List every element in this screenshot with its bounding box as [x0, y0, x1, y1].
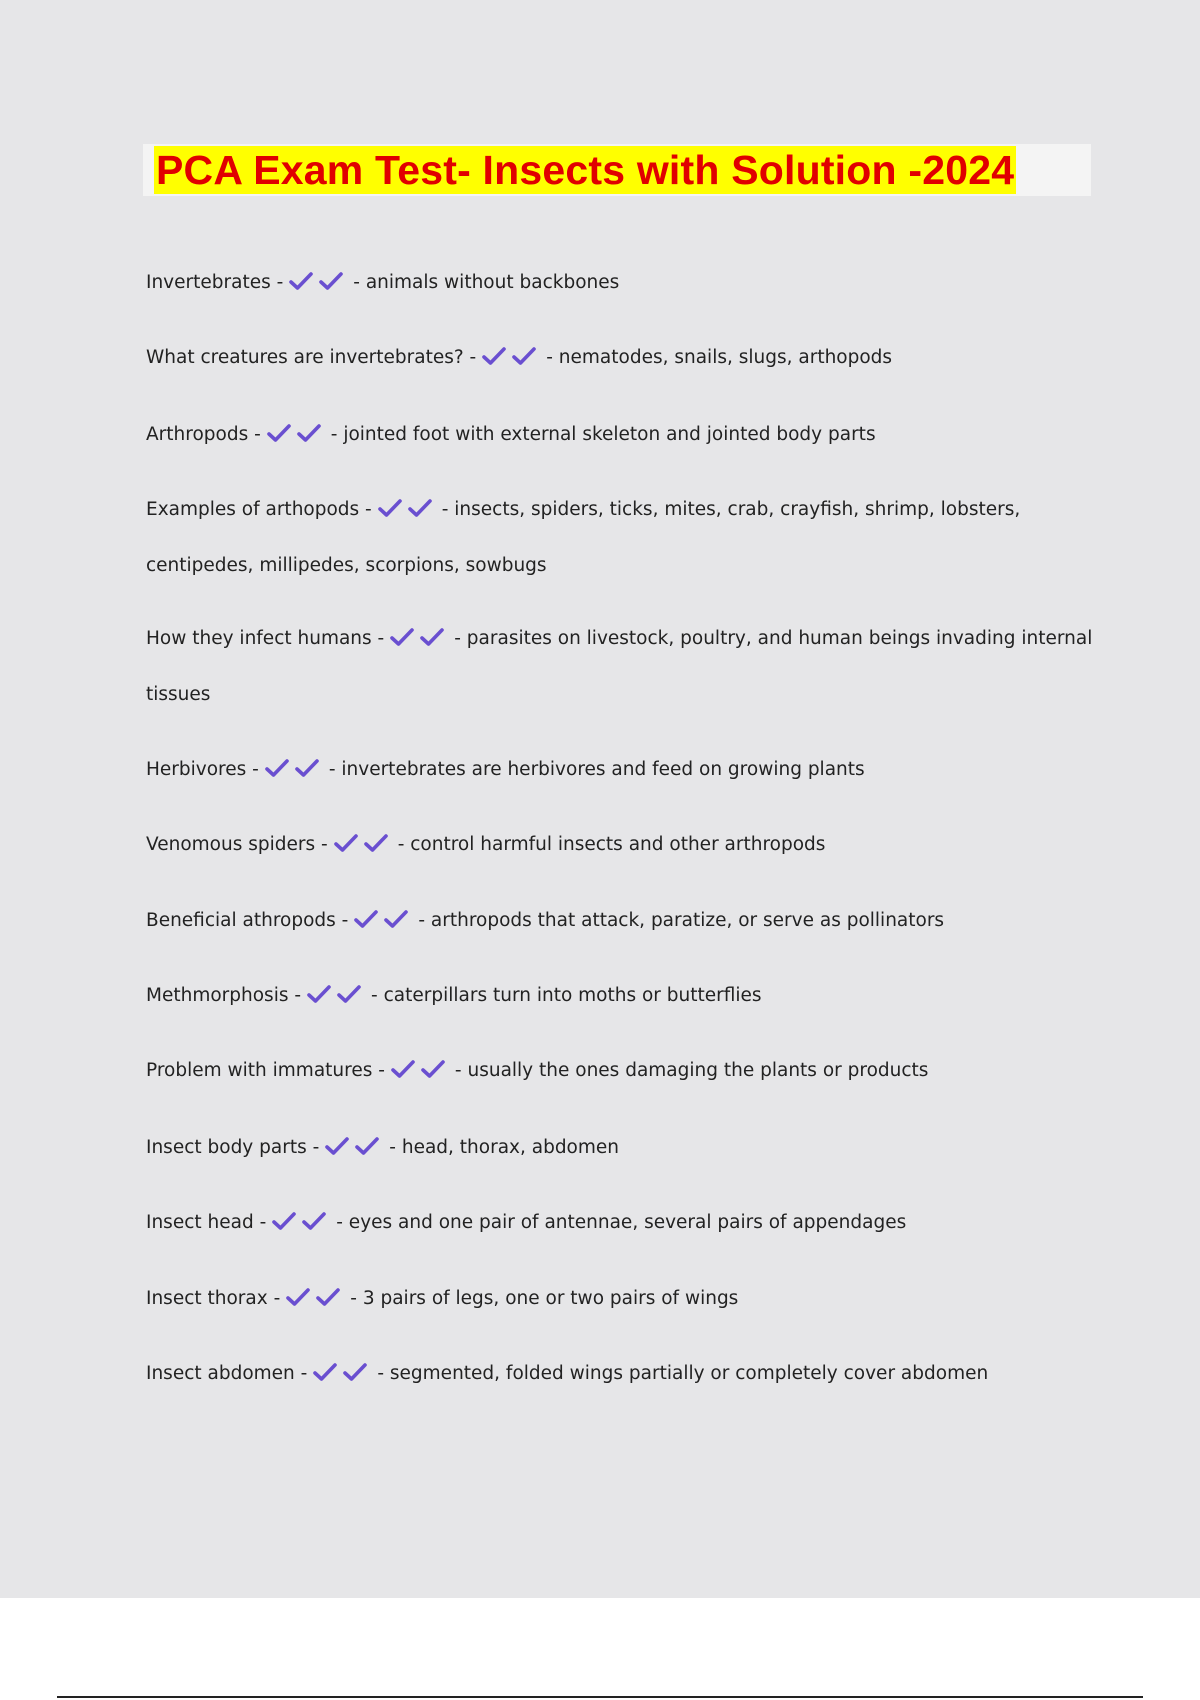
qa-item — [146, 482, 1096, 594]
qa-item — [146, 255, 1096, 311]
check-icon — [272, 1210, 296, 1232]
qa-term: Insect thorax - — [146, 1288, 281, 1309]
qa-term: Herbivores - — [146, 759, 259, 780]
title-band — [143, 144, 1091, 196]
check-icon — [364, 832, 388, 854]
document-title: PCA Exam Test- Insects with Solution -2024 — [156, 147, 1015, 193]
check-icon — [354, 908, 378, 930]
check-icon — [512, 345, 536, 367]
qa-term: Insect abdomen - — [146, 1363, 308, 1384]
check-icon — [343, 1361, 367, 1383]
qa-definition: - invertebrates are herbivores and feed on growing plants — [328, 759, 865, 780]
qa-item — [146, 1120, 1096, 1176]
qa-term: Insect body parts - — [146, 1137, 320, 1158]
double-check-icon — [354, 908, 414, 930]
double-check-icon — [267, 422, 327, 444]
double-check-icon — [289, 270, 349, 292]
qa-definition: - nematodes, snails, slugs, arthopods — [546, 347, 893, 368]
qa-item — [146, 742, 1096, 798]
check-icon — [319, 270, 343, 292]
qa-term: Arthropods - — [146, 424, 261, 445]
qa-item — [146, 893, 1096, 949]
qa-item — [146, 968, 1096, 1024]
qa-term: Problem with immatures - — [146, 1060, 385, 1081]
qa-definition: - eyes and one pair of antennae, several pairs of appendages — [336, 1212, 907, 1233]
double-check-icon — [325, 1135, 385, 1157]
check-icon — [289, 270, 313, 292]
qa-definition: - animals without backbones — [353, 272, 620, 293]
check-icon — [313, 1361, 337, 1383]
check-icon — [408, 497, 432, 519]
qa-item — [146, 817, 1096, 873]
qa-term: What creatures are invertebrates? - — [146, 347, 477, 368]
check-icon — [286, 1286, 310, 1308]
qa-definition: - jointed foot with external skeleton and jointed body parts — [330, 424, 876, 445]
double-check-icon — [265, 757, 325, 779]
check-icon — [378, 497, 402, 519]
qa-definition: - caterpillars turn into moths or butterflies — [371, 985, 762, 1006]
check-icon — [265, 757, 289, 779]
qa-definition: - segmented, folded wings partially or completely cover abdomen — [377, 1363, 989, 1384]
check-icon — [302, 1210, 326, 1232]
check-icon — [307, 983, 331, 1005]
check-icon — [390, 626, 414, 648]
double-check-icon — [390, 626, 450, 648]
double-check-icon — [272, 1210, 332, 1232]
qa-item — [146, 1346, 1096, 1402]
qa-term: Venomous spiders - — [146, 834, 328, 855]
footer-rule — [57, 1696, 1143, 1698]
check-icon — [420, 626, 444, 648]
qa-definition: - head, thorax, abdomen — [389, 1137, 620, 1158]
check-icon — [337, 983, 361, 1005]
qa-term: Insect head - — [146, 1212, 267, 1233]
check-icon — [355, 1135, 379, 1157]
qa-definition: - insects, spiders, ticks, mites, crab, crayfish, shrimp, lobsters, centipedes, millipedes, scorpions, sowbugs — [146, 499, 1021, 576]
qa-item — [146, 407, 1096, 463]
check-icon — [325, 1135, 349, 1157]
check-icon — [297, 422, 321, 444]
qa-definition: - 3 pairs of legs, one or two pairs of wings — [350, 1288, 739, 1309]
qa-term: Invertebrates - — [146, 272, 284, 293]
check-icon — [295, 757, 319, 779]
check-icon — [384, 908, 408, 930]
qa-definition: - parasites on livestock, poultry, and human beings invading internal tissues — [146, 628, 1093, 705]
qa-definition: - arthropods that attack, paratize, or serve as pollinators — [418, 910, 945, 931]
qa-definition: - usually the ones damaging the plants or products — [454, 1060, 929, 1081]
qa-term: Beneficial athropods - — [146, 910, 349, 931]
check-icon — [316, 1286, 340, 1308]
qa-term: Methmorphosis - — [146, 985, 302, 1006]
qa-term: Examples of arthopods - — [146, 499, 372, 520]
check-icon — [421, 1058, 445, 1080]
qa-term: How they infect humans - — [146, 628, 385, 649]
check-icon — [482, 345, 506, 367]
double-check-icon — [286, 1286, 346, 1308]
check-icon — [391, 1058, 415, 1080]
check-icon — [334, 832, 358, 854]
qa-item — [146, 330, 1096, 386]
qa-item — [146, 611, 1096, 723]
check-icon — [267, 422, 291, 444]
qa-item — [146, 1195, 1096, 1251]
double-check-icon — [482, 345, 542, 367]
double-check-icon — [334, 832, 394, 854]
qa-definition: - control harmful insects and other arthropods — [397, 834, 826, 855]
qa-item — [146, 1271, 1096, 1327]
double-check-icon — [391, 1058, 451, 1080]
double-check-icon — [378, 497, 438, 519]
double-check-icon — [313, 1361, 373, 1383]
double-check-icon — [307, 983, 367, 1005]
qa-item — [146, 1043, 1096, 1099]
